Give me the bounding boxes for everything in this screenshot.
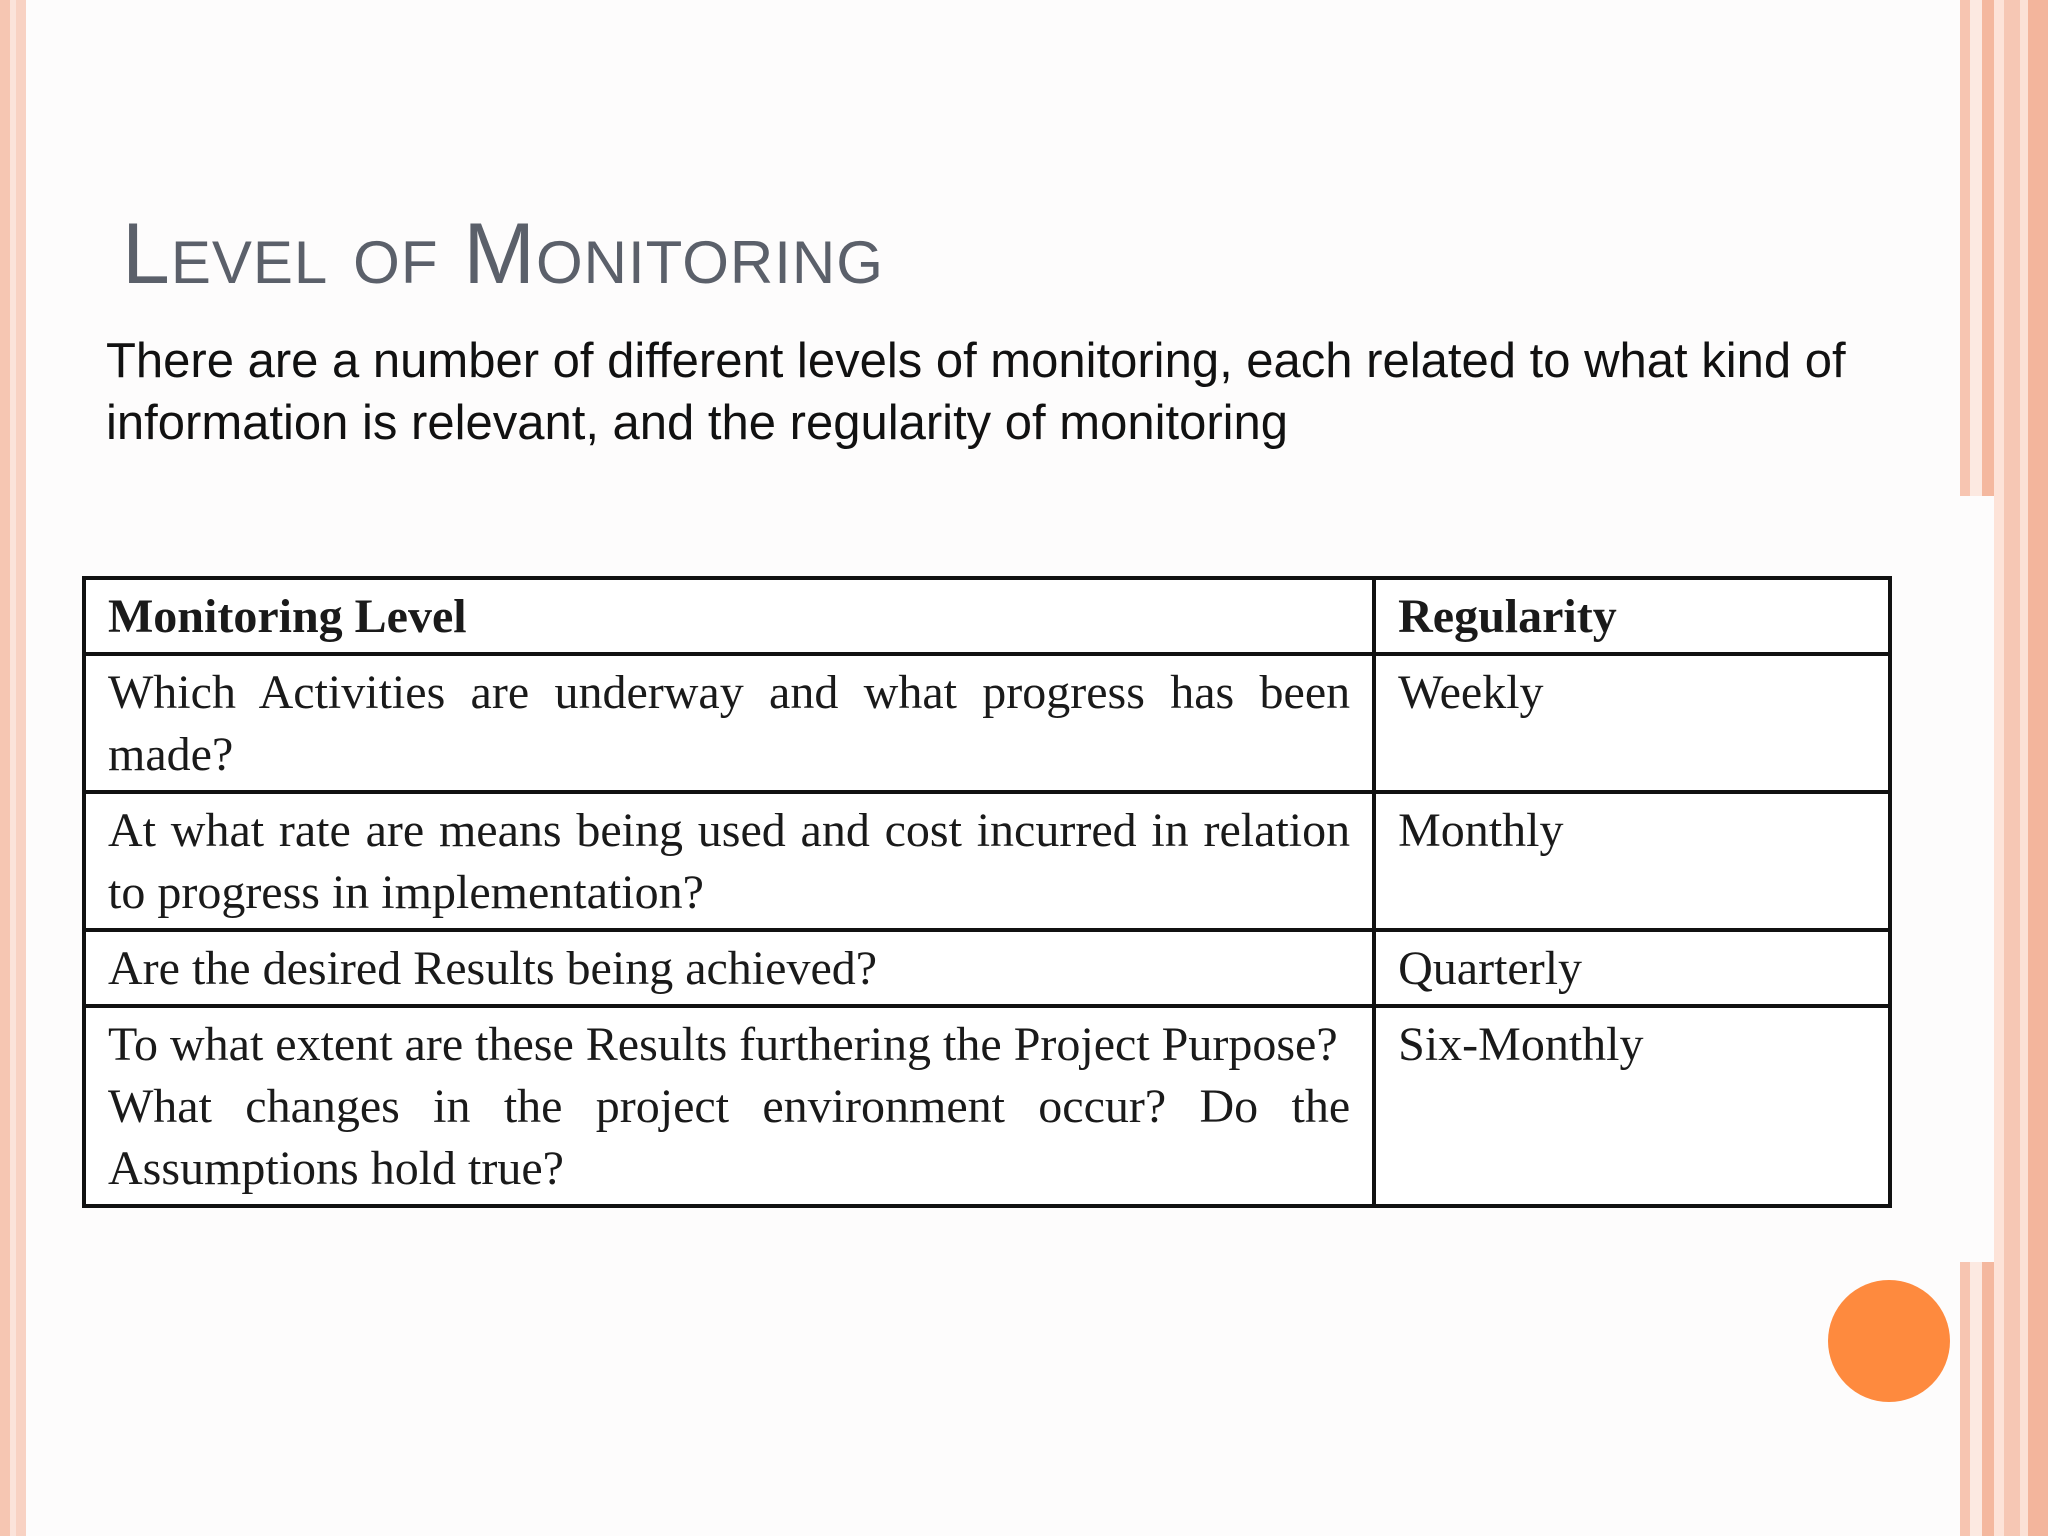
table-row (84, 654, 1890, 792)
regularity-cell: Monthly (1374, 792, 1890, 930)
table-row (84, 1006, 1890, 1206)
table-row (84, 930, 1890, 1006)
monitoring-level-text: What changes in the project environment occur? Do the Assumptions hold true? (108, 1080, 1351, 1195)
regularity-cell: Six-Monthly (1374, 1006, 1890, 1206)
monitoring-level-cell (84, 792, 1374, 930)
monitoring-level-cell (84, 654, 1374, 792)
slide-title: Level of Monitoring (122, 206, 884, 302)
intro-paragraph: There are a number of different levels of monitoring, each related to what kind of information is relevant, and the regularity of monitoring (106, 334, 1846, 450)
header-monitoring-level: Monitoring Level (84, 578, 1374, 654)
monitoring-level-text: Which Activities are underway and what progress has been made? (108, 666, 1351, 781)
monitoring-level-text: At what rate are means being used and cost incurred in relation to progress in implementation? (108, 804, 1351, 919)
table-row (84, 792, 1890, 930)
regularity-cell: Quarterly (1374, 930, 1890, 1006)
right-border-notch (1960, 496, 1994, 1262)
monitoring-level-text: Are the desired Results being achieved? (108, 942, 878, 995)
monitoring-table (82, 576, 1892, 1208)
monitoring-level-text: To what extent are these Results furthering the Project Purpose? (108, 1018, 1338, 1071)
header-regularity: Regularity (1374, 578, 1890, 654)
table-header-row (84, 578, 1890, 654)
monitoring-level-cell (84, 930, 1374, 1006)
accent-circle (1828, 1280, 1950, 1402)
regularity-cell: Weekly (1374, 654, 1890, 792)
left-decorative-border (0, 0, 26, 1536)
monitoring-level-cell (84, 1006, 1374, 1206)
